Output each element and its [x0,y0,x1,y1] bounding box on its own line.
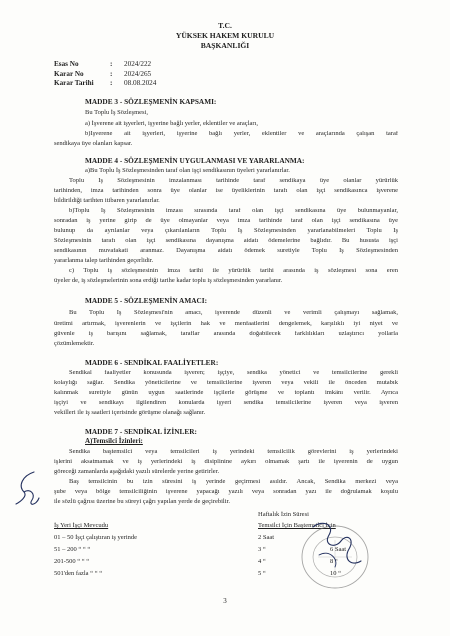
article-4-line: sendikasının muvafakati aranmaz. Dayanışma aidatı ödemek suretiyle Toplu İş Sözleşmesinden [54,248,398,254]
table-header-col1: İş Yeri İşçi Mevcudu [54,522,109,529]
article-5-title: MADDE 5 - SÖZLEŞMENİN AMACI: [85,296,208,305]
article-4-line: a)Bu Toplu İş Sözleşmesinden taraf olan işçi sendikasının üyeleri yararlanırlar. [85,167,290,174]
article-6-line: Sendikal faaliyetler konusunda işveren; işçiye, sendika yönetici ve temsilcilerine gerekli [69,370,398,376]
article-6-title: MADDE 6 - SENDİKAL FAALİYETLER: [85,358,219,367]
meta-karar: Karar No : 2024/265 [54,70,152,78]
article-7-line: şube veya bölge temsilciliğinin işverene yapacağı yazılı veya sonradan yazı ile doğrulamak koşulu [54,489,398,495]
article-5-line: üretimi artırmak, işverenlerin ve işçilerin hak ve menfaatlerini dengelemek, karşılıklı iyi niyet ve [54,321,398,327]
article-4-line: üyeler de, iş sözleşmelerinin sona erdiği tarihe kadar toplu iş sözleşmesinden yararlanır. [54,277,283,284]
table-header-col2: Temsilci İçin Baştemsilci İçin [258,522,336,529]
table-row-bastemsilci: 6 Saat [330,546,347,553]
table-header-top: Haftalık İzin Süresi [258,511,309,518]
article-6-line: işçiyi ve sendikayı ilgilendiren konularda işyeri sendika temsilcilerine işveren veya işveren [54,400,398,406]
table-row-range: 501'den fazla “ “ “ [54,570,103,577]
article-5-line: Bu Toplu İş Sözleşmesi'nin amacı, işverende düzenli ve verimli çalışmayı sağlamak, [69,310,398,316]
article-4-line: bulunup da ayrılanlar veya çıkarılanların Toplu İş Sözleşmesinden yararlanabilmeleri Toplu İş [54,228,398,234]
handwritten-signature [305,515,367,577]
page-number: 3 [223,597,227,605]
header-presidency: BAŞKANLIĞI [200,41,250,50]
article-4-line: yararlanma talep tarihinden geçerlidir. [54,257,154,264]
article-4-line: sonradan iş yerine girip de üye olmayanlar veya imza tarihinde taraf olan işçi sendikasına üye [54,218,398,224]
article-4-line: tarihinden, imza tarihinden sonra üye olanlar ise üyeliklerinin tarafı olan işçi sendikasınca işverene [54,188,398,194]
article-4-line: Toplu İş Sözleşmesinin imzalanması tarihinde taraf sendikaya üye olanlar yürürlük [69,178,398,184]
table-row-range: 201-500 “ “ “ [54,558,90,565]
article-7-line: ile sözlü çağrısı üzerine bu süreyi çağrı yapılan yerde de geçirebilir. [54,498,230,505]
article-3-line: b)İşverene ait işyerleri, işyerine bağlı yerler, eklentiler ve araçlarında çalışan taraf [85,131,398,137]
header-tc: T.C. [218,21,232,30]
article-3-title: MADDE 3 - SÖZLEŞMENİN KAPSAMI: [85,97,217,106]
article-7-title: MADDE 7 - SENDİKAL İZİNLER: [85,427,197,436]
article-4-line: Sözleşmesinin tarafı olan işçi sendikasına dayanışma aidatı ödemelerine bağlıdır. Bu hususta işçi [54,238,398,244]
table-row-range: 51 – 200 “ “ “ [54,546,91,553]
header-institution: YÜKSEK HAKEM KURULU [175,31,275,40]
article-3-line: Bu Toplu İş Sözleşmesi, [85,109,148,116]
article-7-line: Baş temsilcinin bu izin süresini iş yerinde geçirmesi asıldır. Ancak, Sendika merkezi veya [69,479,398,485]
table-row-temsilci: 3 “ [258,546,266,553]
article-3-line: sendikaya üye olanları kapsar. [54,140,133,147]
article-4-line: b)Toplu İş Sözleşmesinin imzası sırasında taraf olan işçi sendikasına üye bulunmayanlar, [69,208,398,214]
article-7-subtitle: A)Temsilci İzinleri: [85,437,143,445]
article-7-line: göreceği zamanlarda aşağıdaki yazılı sürelerde yerine getirirler. [54,468,220,475]
article-4-line: bildirildiği tarihten itibaren yararlanırlar. [54,197,160,204]
article-4-title: MADDE 4 - SÖZLEŞMENİN UYGULANMASI VE YARARLANMA: [85,156,305,165]
table-row-bastemsilci: 10 “ [330,570,342,577]
margin-initial-signature [12,468,42,508]
article-5-line: çözümlemektir. [54,340,95,347]
table-row-temsilci: 2 Saat [258,534,275,541]
article-5-line: güvenle iş barışını sağlamak, taraflar arasında doğabilecek farklılıkları uzlaştırıcı yollarla [54,331,398,337]
article-6-line: kolaylığı sağlar. Sendika yöneticilerine ve temsilcilerine işveren veya vekili ile önceden mutabık [54,380,398,386]
article-4-line: c) Toplu iş sözleşmesinin imza tarihi ile yürürlük tarihi arasında iş sözleşmesi sona eren [69,268,398,274]
table-row-bastemsilci: 8 “ [330,558,338,565]
article-6-line: vekilleri ile iş saatleri içerisinde görüşme olanağı sağlanır. [54,409,206,416]
article-7-line: Sendika baştemsilci veya temsilcileri iş yerindeki temsilcilik görevlerini iş yerlerindeki [69,449,398,455]
article-7-line: işlerini aksatmamak ve iş yerlerindeki iş disiplinine aykırı olmamak şartı ile işverenin de uygun [54,459,398,465]
table-row-temsilci: 4 “ [258,558,266,565]
article-6-line: kalınmak suretiyle günün uygun saatlerinde işçilerle görüşme ve toplantı imkânı verilir. Ayrıca [54,390,398,396]
table-row-range: 01 – 50 İşçi çalıştıran iş yerinde [54,534,138,541]
meta-tarih: Karar Tarihi : 08.08.2024 [54,79,157,87]
table-row-temsilci: 5 “ [258,570,266,577]
article-3-line: a) İşverene ait işyerleri, işyerine bağlı yerler, eklentiler ve araçları, [85,120,258,127]
meta-esas: Esas No : 2024/222 [54,60,152,68]
